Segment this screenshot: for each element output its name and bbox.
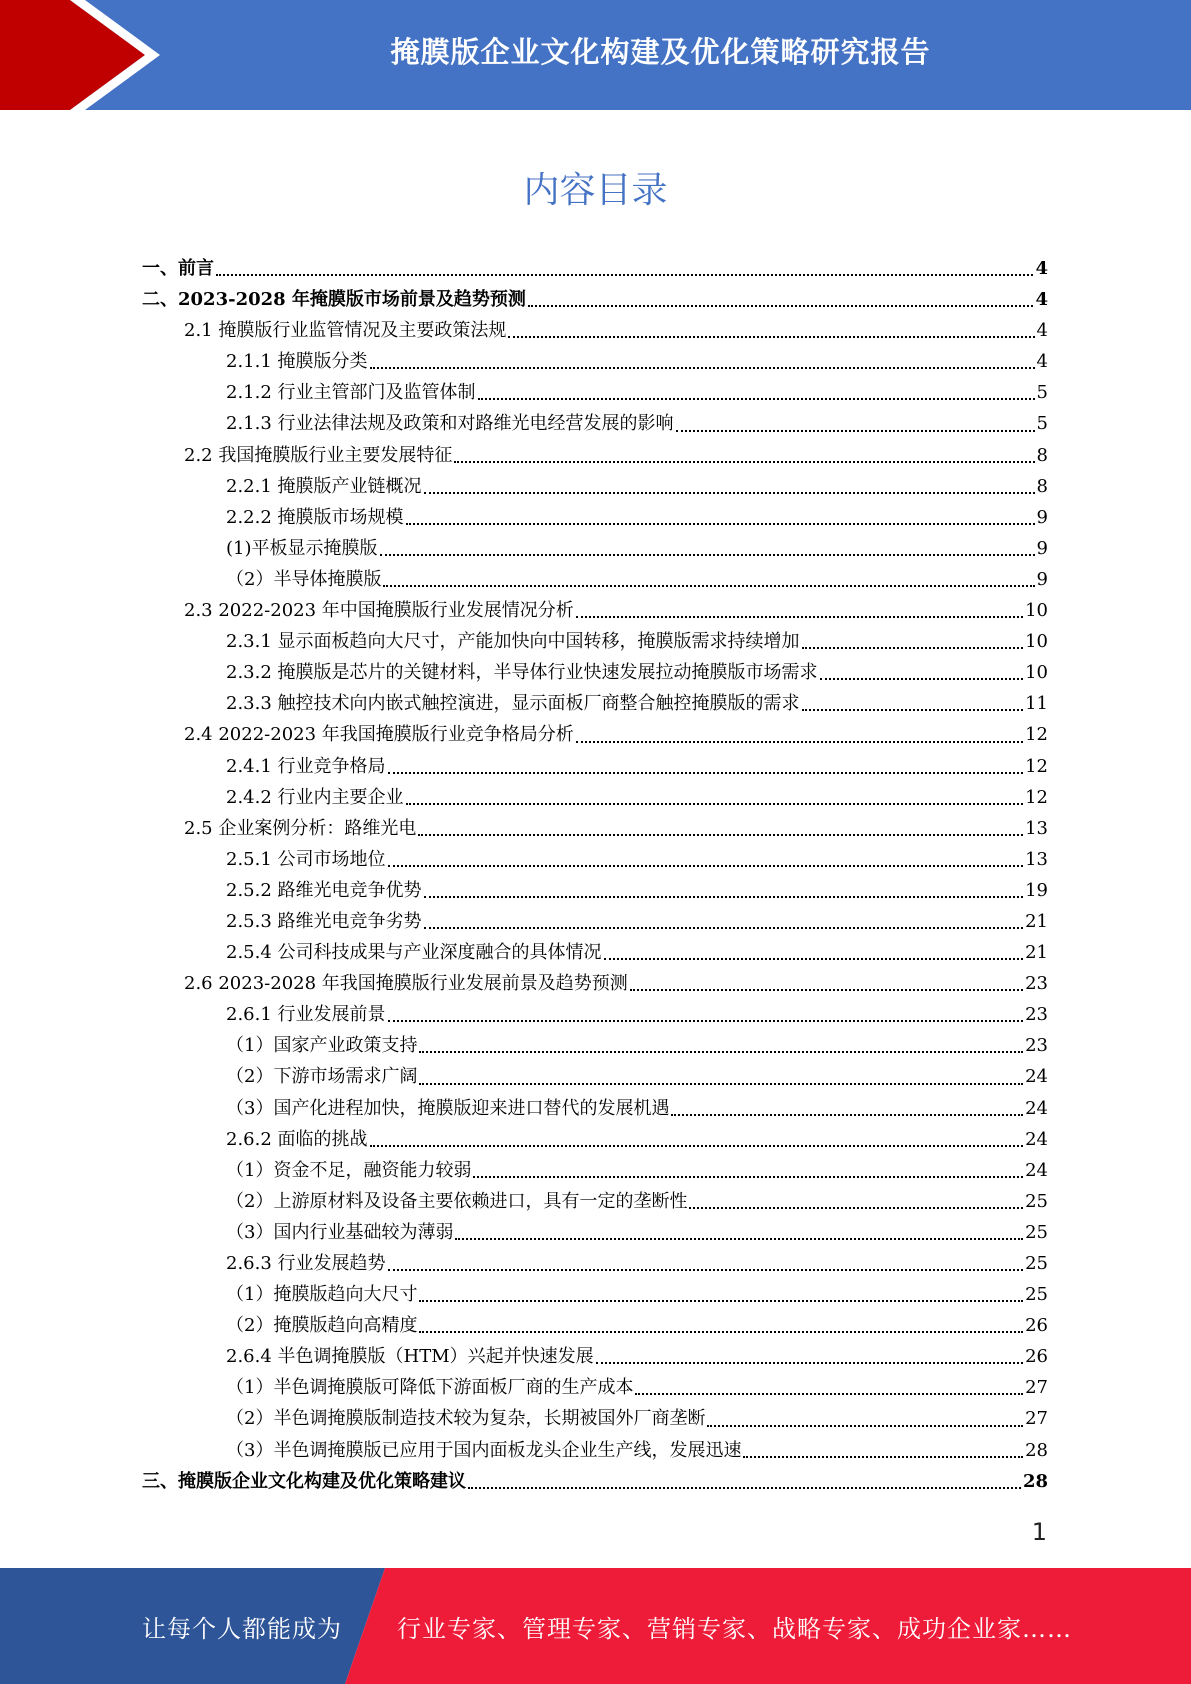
toc-entry-label: （3）国产化进程加快，掩膜版迎来进口替代的发展机遇: [226, 1097, 670, 1119]
toc-entry-page: 13: [1025, 848, 1048, 870]
footer-slogan-left: 让每个人都能成为: [142, 1614, 342, 1643]
toc-dot-leader: [635, 1393, 1023, 1395]
footer-slogan-right: 行业专家、管理专家、营销专家、战略专家、成功企业家……: [397, 1614, 1072, 1643]
toc-entry[interactable]: [142, 1341, 1048, 1372]
toc-dot-leader: [388, 865, 1024, 867]
toc-entry-page: 27: [1025, 1408, 1048, 1430]
toc-entry[interactable]: [142, 1217, 1048, 1248]
toc-entry-label: 2.5.1 公司市场地位: [226, 848, 386, 870]
toc-entry-page: 9: [1036, 537, 1048, 559]
toc-entry-page: 23: [1025, 1004, 1048, 1026]
toc-entry-page: 10: [1025, 662, 1048, 684]
report-title: 掩膜版企业文化构建及优化策略研究报告: [390, 34, 931, 69]
toc-entry[interactable]: [142, 346, 1048, 377]
toc-entry-label: 2.3 2022-2023 年中国掩膜版行业发展情况分析: [184, 600, 574, 622]
toc-entry-label: （2）半导体掩膜版: [226, 568, 382, 590]
toc-entry-label: （3）半色调掩膜版已应用于国内面板龙头企业生产线，发展迅速: [226, 1439, 742, 1461]
toc-entry[interactable]: [142, 719, 1048, 750]
toc-entry-page: 9: [1036, 568, 1048, 590]
toc-entry[interactable]: [142, 595, 1048, 626]
toc-entry-label: （1）掩膜版趋向大尺寸: [226, 1284, 418, 1306]
toc-entry-label: 2.1.3 行业法律法规及政策和对路维光电经营发展的影响: [226, 413, 674, 435]
toc-entry-page: 9: [1036, 506, 1048, 528]
toc-entry[interactable]: [142, 284, 1048, 315]
toc-dot-leader: [671, 1114, 1023, 1116]
toc-entry[interactable]: [142, 782, 1048, 813]
toc-entry-page: 4: [1036, 351, 1048, 373]
toc-entry[interactable]: [142, 906, 1048, 937]
toc-entry[interactable]: [142, 657, 1048, 688]
toc-dot-leader: [388, 1269, 1024, 1271]
toc-dot-leader: [576, 741, 1023, 743]
toc-entry-label: （2）下游市场需求广阔: [226, 1066, 418, 1088]
toc-entry-label: （2）上游原材料及设备主要依赖进口，具有一定的垄断性: [226, 1190, 688, 1212]
toc-entry-page: 28: [1025, 1439, 1048, 1461]
toc-entry[interactable]: [142, 253, 1048, 284]
toc-entry[interactable]: [142, 1186, 1048, 1217]
toc-entry-label: 2.4.1 行业竞争格局: [226, 755, 386, 777]
toc-entry[interactable]: [142, 1403, 1048, 1434]
toc-dot-leader: [528, 305, 1034, 307]
toc-dot-leader: [380, 554, 1035, 556]
toc-dot-leader: [802, 647, 1024, 649]
toc-dot-leader: [576, 616, 1023, 618]
toc-entry-page: 13: [1025, 817, 1048, 839]
toc-entry-page: 27: [1025, 1377, 1048, 1399]
toc-entry[interactable]: [142, 471, 1048, 502]
toc-entry-label: 2.5.4 公司科技成果与产业深度融合的具体情况: [226, 942, 602, 964]
toc-dot-leader: [370, 1145, 1024, 1147]
footer-banner: [0, 1568, 1191, 1684]
toc-entry-label: 2.4.2 行业内主要企业: [226, 786, 404, 808]
toc-entry-page: 21: [1025, 910, 1048, 932]
toc-entry-page: 26: [1025, 1315, 1048, 1337]
toc-dot-leader: [454, 461, 1034, 463]
toc-entry[interactable]: [142, 1061, 1048, 1092]
toc-entry-label: (1)平板显示掩膜版: [226, 537, 378, 559]
toc-entry-label: 一、前言: [142, 258, 214, 279]
toc-entry-label: 三、掩膜版企业文化构建及优化策略建议: [142, 1470, 466, 1492]
toc-dot-leader: [802, 709, 1024, 711]
toc-entry-label: 2.1.2 行业主管部门及监管体制: [226, 382, 476, 404]
toc-entry-label: （1）半色调掩膜版可降低下游面板厂商的生产成本: [226, 1377, 634, 1399]
toc-dot-leader: [455, 1238, 1023, 1240]
toc-entry-label: 二、2023-2028 年掩膜版市场前景及趋势预测: [142, 289, 526, 311]
toc-entry-page: 25: [1025, 1190, 1048, 1212]
toc-entry[interactable]: [142, 688, 1048, 719]
toc-entry-label: 2.4 2022-2023 年我国掩膜版行业竞争格局分析: [184, 724, 574, 746]
toc-dot-leader: [383, 585, 1034, 587]
toc-entry-page: 25: [1025, 1284, 1048, 1306]
toc-entry[interactable]: [142, 626, 1048, 657]
page-number: 1: [1031, 1518, 1047, 1546]
report-header-banner: [0, 0, 1191, 110]
toc-dot-leader: [424, 492, 1035, 494]
toc-entry[interactable]: [142, 1466, 1048, 1497]
toc-entry-page: 24: [1025, 1097, 1048, 1119]
toc-entry[interactable]: [142, 999, 1048, 1030]
toc-entry-page: 25: [1025, 1253, 1048, 1274]
toc-entry-label: 2.2.2 掩膜版市场规模: [226, 506, 404, 528]
toc-dot-leader: [820, 678, 1024, 680]
toc-dot-leader: [478, 398, 1035, 400]
table-of-contents: [142, 253, 1048, 1497]
toc-entry-label: （2）半色调掩膜版制造技术较为复杂，长期被国外厂商垄断: [226, 1408, 706, 1430]
toc-entry-page: 5: [1036, 382, 1048, 404]
toc-entry-label: 2.5 企业案例分析：路维光电: [184, 817, 417, 839]
toc-entry-page: 25: [1025, 1221, 1048, 1243]
toc-dot-leader: [473, 1176, 1023, 1178]
toc-entry[interactable]: [142, 813, 1048, 844]
toc-entry-page: 23: [1025, 1035, 1048, 1057]
toc-entry[interactable]: [142, 440, 1048, 471]
toc-entry-label: 2.1 掩膜版行业监管情况及主要政策法规: [184, 320, 507, 342]
toc-dot-leader: [676, 430, 1035, 432]
toc-entry[interactable]: [142, 1372, 1048, 1403]
toc-dot-leader: [468, 1487, 1021, 1489]
toc-dot-leader: [406, 803, 1024, 805]
toc-entry-label: （3）国内行业基础较为薄弱: [226, 1221, 454, 1243]
toc-entry[interactable]: [142, 408, 1048, 439]
toc-entry-page: 11: [1025, 693, 1048, 715]
toc-dot-leader: [388, 1020, 1024, 1022]
toc-entry[interactable]: [142, 533, 1048, 564]
red-chevron-logo: [0, 0, 170, 110]
toc-dot-leader: [419, 1331, 1023, 1333]
toc-entry-label: 2.6 2023-2028 年我国掩膜版行业发展前景及趋势预测: [184, 973, 628, 995]
toc-entry-page: 8: [1036, 444, 1048, 466]
toc-entry-page: 4: [1035, 289, 1048, 311]
toc-dot-leader: [418, 834, 1023, 836]
toc-heading: 内容目录: [523, 170, 668, 211]
toc-dot-leader: [424, 896, 1024, 898]
toc-entry-page: 24: [1025, 1066, 1048, 1088]
toc-dot-leader: [596, 1362, 1023, 1364]
toc-entry[interactable]: [142, 502, 1048, 533]
toc-entry-page: 12: [1025, 724, 1048, 746]
toc-entry-page: 10: [1025, 600, 1048, 622]
toc-entry-label: 2.6.1 行业发展前景: [226, 1004, 386, 1026]
toc-dot-leader: [604, 958, 1024, 960]
toc-entry-label: （2）掩膜版趋向高精度: [226, 1315, 418, 1337]
toc-entry[interactable]: [142, 1435, 1048, 1466]
toc-entry[interactable]: [142, 315, 1048, 346]
toc-entry-page: 5: [1036, 413, 1048, 435]
toc-entry[interactable]: [142, 844, 1048, 875]
toc-entry-page: 10: [1025, 631, 1048, 653]
toc-dot-leader: [370, 367, 1035, 369]
toc-entry-label: 2.1.1 掩膜版分类: [226, 351, 368, 373]
toc-entry-label: （1）资金不足，融资能力较弱: [226, 1159, 472, 1181]
toc-dot-leader: [630, 989, 1023, 991]
toc-entry-page: 12: [1025, 786, 1048, 808]
toc-entry-label: 2.6.2 面临的挑战: [226, 1128, 368, 1150]
toc-entry[interactable]: [142, 968, 1048, 999]
toc-entry-label: 2.6.3 行业发展趋势: [226, 1253, 386, 1274]
toc-entry[interactable]: [142, 377, 1048, 408]
toc-entry-label: 2.5.2 路维光电竞争优势: [226, 879, 422, 901]
toc-dot-leader: [216, 274, 1033, 276]
toc-entry-label: 2.3.3 触控技术向内嵌式触控演进，显示面板厂商整合触控掩膜版的需求: [226, 693, 800, 715]
toc-entry[interactable]: [142, 1310, 1048, 1341]
toc-dot-leader: [743, 1456, 1023, 1458]
toc-entry-page: 4: [1035, 258, 1048, 279]
toc-entry-page: 12: [1025, 755, 1048, 777]
toc-dot-leader: [707, 1425, 1023, 1427]
toc-dot-leader: [689, 1207, 1023, 1209]
toc-entry[interactable]: [142, 1030, 1048, 1061]
toc-entry-page: 8: [1036, 475, 1048, 497]
toc-entry[interactable]: [142, 564, 1048, 595]
toc-dot-leader: [419, 1083, 1023, 1085]
toc-dot-leader: [508, 336, 1034, 338]
toc-entry-page: 28: [1022, 1470, 1048, 1492]
toc-entry[interactable]: [142, 1248, 1048, 1279]
toc-entry-label: （1）国家产业政策支持: [226, 1035, 418, 1057]
toc-entry-label: 2.2 我国掩膜版行业主要发展特征: [184, 444, 453, 466]
toc-entry-page: 24: [1025, 1159, 1048, 1181]
toc-entry-page: 21: [1025, 942, 1048, 964]
toc-entry-page: 23: [1025, 973, 1048, 995]
toc-entry-page: 26: [1025, 1346, 1048, 1368]
toc-entry-label: 2.5.3 路维光电竞争劣势: [226, 910, 422, 932]
toc-entry-page: 4: [1036, 320, 1048, 342]
toc-entry-label: 2.3.2 掩膜版是芯片的关键材料，半导体行业快速发展拉动掩膜版市场需求: [226, 662, 818, 684]
toc-entry[interactable]: [142, 1093, 1048, 1124]
toc-dot-leader: [388, 772, 1024, 774]
toc-entry-page: 19: [1025, 879, 1048, 901]
toc-dot-leader: [424, 927, 1024, 929]
toc-entry[interactable]: [142, 751, 1048, 782]
toc-entry-page: 24: [1025, 1128, 1048, 1150]
toc-entry[interactable]: [142, 1124, 1048, 1155]
toc-entry[interactable]: [142, 875, 1048, 906]
toc-entry[interactable]: [142, 1279, 1048, 1310]
toc-entry-label: 2.6.4 半色调掩膜版（HTM）兴起并快速发展: [226, 1346, 594, 1368]
toc-entry[interactable]: [142, 1155, 1048, 1186]
toc-entry[interactable]: [142, 937, 1048, 968]
toc-dot-leader: [419, 1051, 1023, 1053]
toc-entry-label: 2.3.1 显示面板趋向大尺寸，产能加快向中国转移，掩膜版需求持续增加: [226, 631, 800, 653]
toc-dot-leader: [419, 1300, 1023, 1302]
toc-entry-label: 2.2.1 掩膜版产业链概况: [226, 475, 422, 497]
toc-dot-leader: [406, 523, 1035, 525]
